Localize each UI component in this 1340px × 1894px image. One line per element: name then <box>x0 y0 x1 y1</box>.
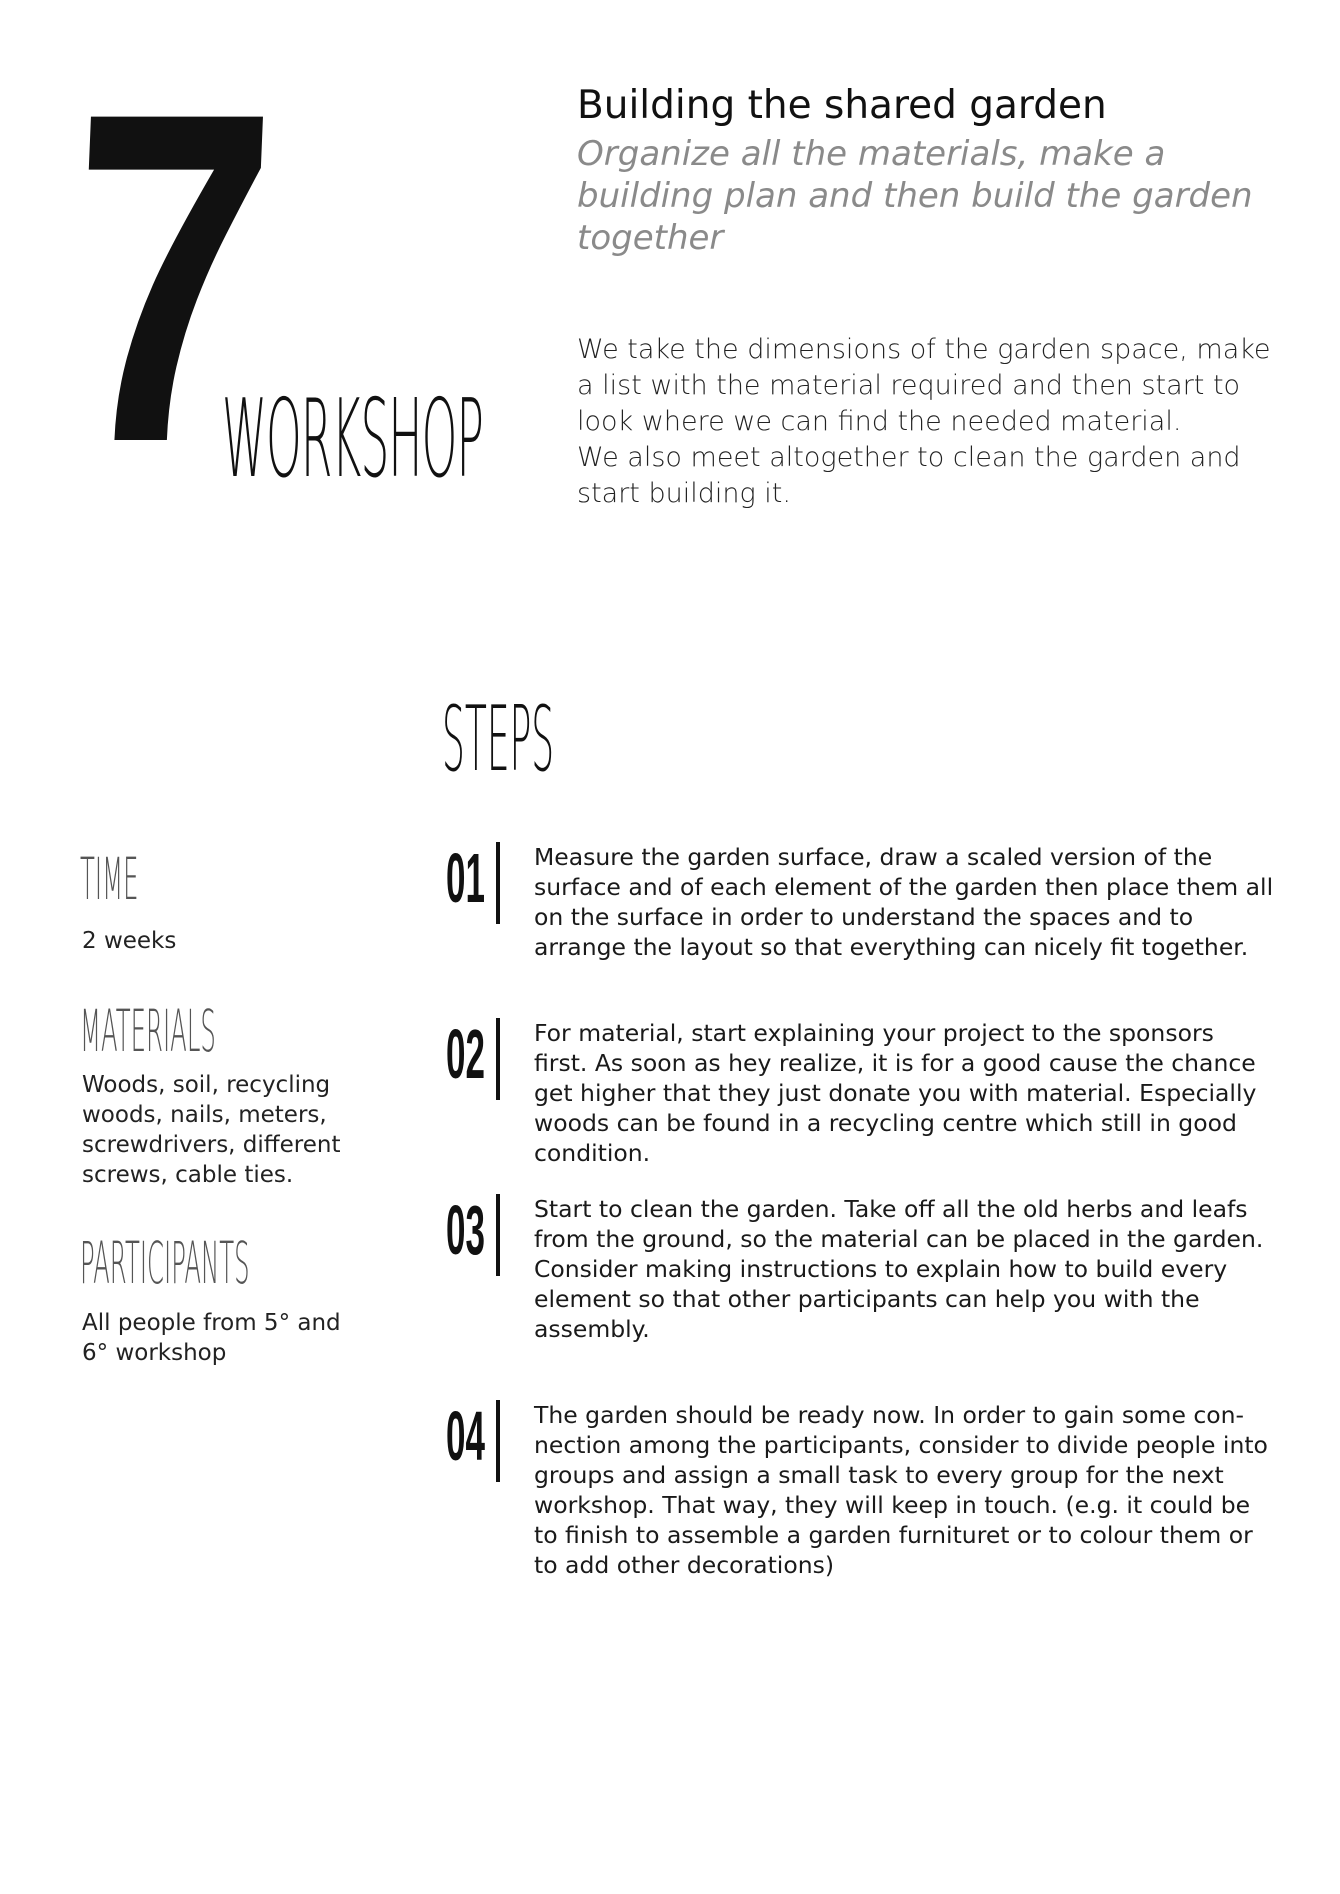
time-value: 2 weeks <box>82 928 177 954</box>
materials-heading: MATERIALS <box>80 997 216 1065</box>
step-text: The garden should be ready now. In order to gain some con-nection among the participants, consider to divide people into groups and assign a small task to every group for the next workshop. That way, they will keep in touch. (e.g. it could be to finish to assemble a garden furnituret or to colour them or to add other decorations) <box>534 1401 1268 1579</box>
page-title: Building the shared garden <box>577 83 1107 128</box>
workshop-label: WORKSHOP <box>222 377 484 502</box>
intro-paragraph <box>577 332 1277 512</box>
step-text: Start to clean the garden. Take off all the old herbs and leafs from the ground, so the material can be placed in the garden. Consider making instructions to explain how to build every element so that other participants can help you with the assembly. <box>534 1195 1264 1343</box>
step-divider <box>496 1018 500 1100</box>
intro-line-1: We take the dimensions of the garden space, make a list with the material required and then start to look where we can find the needed material. <box>577 334 1271 437</box>
step-number: 01 <box>446 839 485 917</box>
step-number: 03 <box>446 1191 485 1269</box>
materials-value: Woods, soil, recycling woods, nails, meters, screwdrivers, different screws, cable ties. <box>82 1072 341 1188</box>
step-divider <box>496 1194 500 1276</box>
step-number: 02 <box>446 1015 485 1093</box>
time-heading: TIME <box>80 845 139 913</box>
step-text: For material, start explaining your project to the sponsors first. As soon as hey realize, it is for a good cause the chance get higher that they just donate you with material. Especially woods can be found in a recycling centre which still in good condition. <box>534 1019 1257 1167</box>
participants-value: All people from 5° and 6° workshop <box>82 1310 341 1366</box>
step-text: Measure the garden surface, draw a scaled version of the surface and of each element of the garden then place them all on the surface in order to understand the spaces and to arrange the layout so that everything can nicely fit together. <box>534 843 1274 961</box>
steps-heading: STEPS <box>442 687 555 792</box>
step-divider <box>496 842 500 924</box>
workshop-number: 7 <box>57 15 284 540</box>
intro-line-2: We also meet altogether to clean the garden and start building it. <box>577 442 1241 509</box>
step-number: 04 <box>446 1397 485 1475</box>
step-divider <box>496 1400 500 1482</box>
participants-heading: PARTICIPANTS <box>80 1229 250 1297</box>
page-subtitle: Organize all the materials, make a building plan and then build the garden together <box>577 134 1253 258</box>
